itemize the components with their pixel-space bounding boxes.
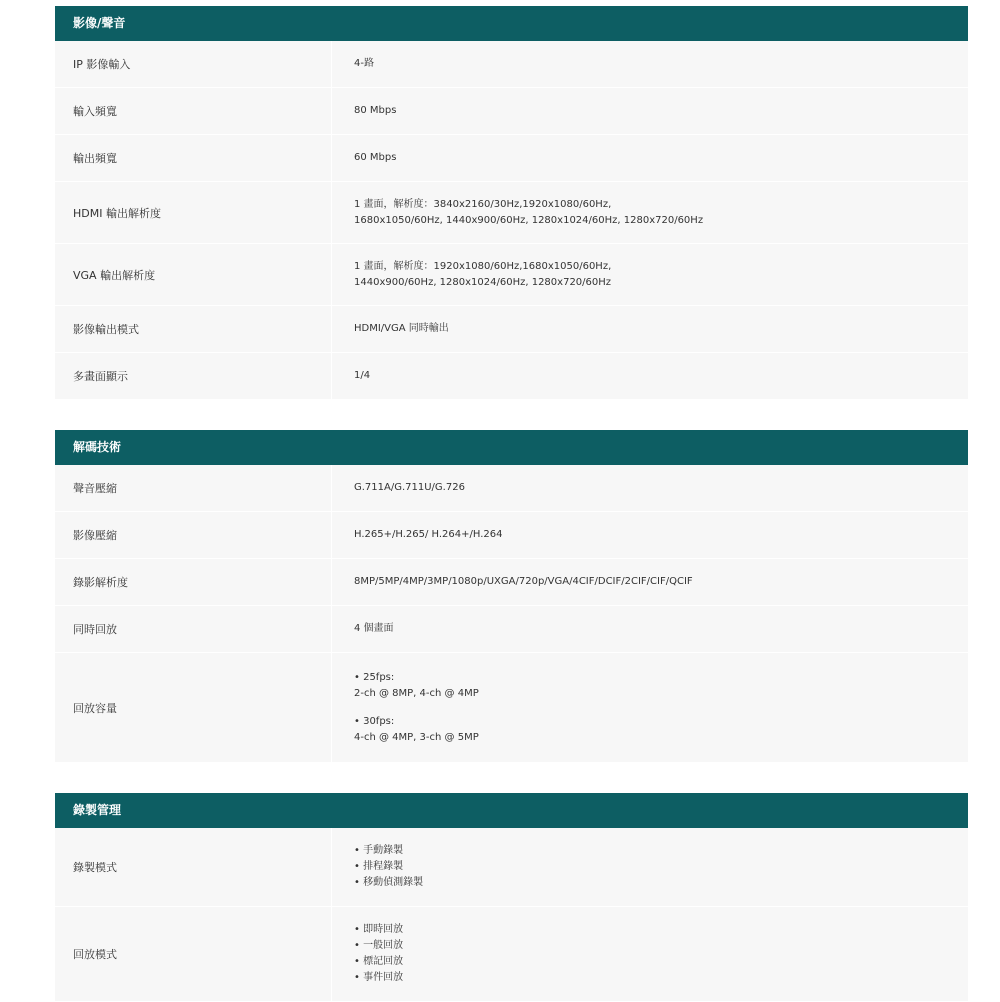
spec-row [55, 559, 968, 605]
spec-label: IP 影像輸入 [55, 41, 332, 87]
spec-row [55, 907, 968, 1001]
spec-value: 8MP/5MP/4MP/3MP/1080p/UXGA/720p/VGA/4CIF/DCIF/2CIF/CIF/QCIF [354, 576, 693, 587]
spec-label: 輸入頻寬 [55, 88, 332, 134]
section-decoding [55, 430, 968, 763]
spec-row [55, 306, 968, 352]
spec-row [55, 653, 968, 762]
section-header: 解碼技術 [55, 430, 968, 465]
spec-value: 1/4 [354, 370, 371, 381]
spec-label: HDMI 輸出解析度 [55, 182, 332, 243]
spec-label: 影像壓縮 [55, 512, 332, 558]
spec-row [55, 88, 968, 134]
spec-value: 1 畫面，解析度：1920x1080/60Hz,1680x1050/60Hz, 1440x900/60Hz, 1280x1024/60Hz, 1280x720/60Hz [354, 260, 612, 288]
spec-value: 60 Mbps [354, 152, 397, 163]
spec-row [55, 828, 968, 906]
spec-label: 錄製模式 [55, 828, 332, 906]
spec-value: 4 個畫面 [354, 623, 394, 634]
spec-label: 錄影解析度 [55, 559, 332, 605]
spec-label: VGA 輸出解析度 [55, 244, 332, 305]
spec-value: HDMI/VGA 同時輸出 [354, 323, 449, 334]
spec-row [55, 353, 968, 399]
spec-label: 同時回放 [55, 606, 332, 652]
spec-label: 多畫面顯示 [55, 353, 332, 399]
section-recording-management [55, 793, 968, 1002]
section-header: 錄製管理 [55, 793, 968, 828]
spec-row [55, 465, 968, 511]
spec-value: • 手動錄製 • 排程錄製 • 移動偵測錄製 [354, 845, 424, 888]
spec-label: 回放模式 [55, 907, 332, 1001]
spec-value: 1 畫面，解析度：3840x2160/30Hz,1920x1080/60Hz, 1680x1050/60Hz, 1440x900/60Hz, 1280x1024/60Hz, 1280x720/60Hz [354, 198, 704, 226]
spec-value: • 即時回放 • 一般回放 • 標記回放 • 事件回放 [354, 924, 404, 983]
spec-label: 輸出頻寬 [55, 135, 332, 181]
spec-row [55, 41, 968, 87]
section-header: 影像/聲音 [55, 6, 968, 41]
spec-row [55, 135, 968, 181]
spec-row [55, 244, 968, 305]
spec-value: G.711A/G.711U/G.726 [354, 482, 465, 493]
spec-row [55, 512, 968, 558]
spec-label: 聲音壓縮 [55, 465, 332, 511]
spec-label: 回放容量 [55, 653, 332, 762]
spec-value: 4-路 [354, 58, 374, 69]
spec-value: H.265+/H.265/ H.264+/H.264 [354, 529, 503, 540]
spec-value: 80 Mbps [354, 105, 397, 116]
spec-row [55, 182, 968, 243]
spec-label: 影像輸出模式 [55, 306, 332, 352]
section-video-audio [55, 6, 968, 400]
spec-value: • 25fps: 2-ch @ 8MP, 4-ch @ 4MP • 30fps: 4-ch @ 4MP, 3-ch @ 5MP [354, 671, 479, 743]
spec-row [55, 606, 968, 652]
